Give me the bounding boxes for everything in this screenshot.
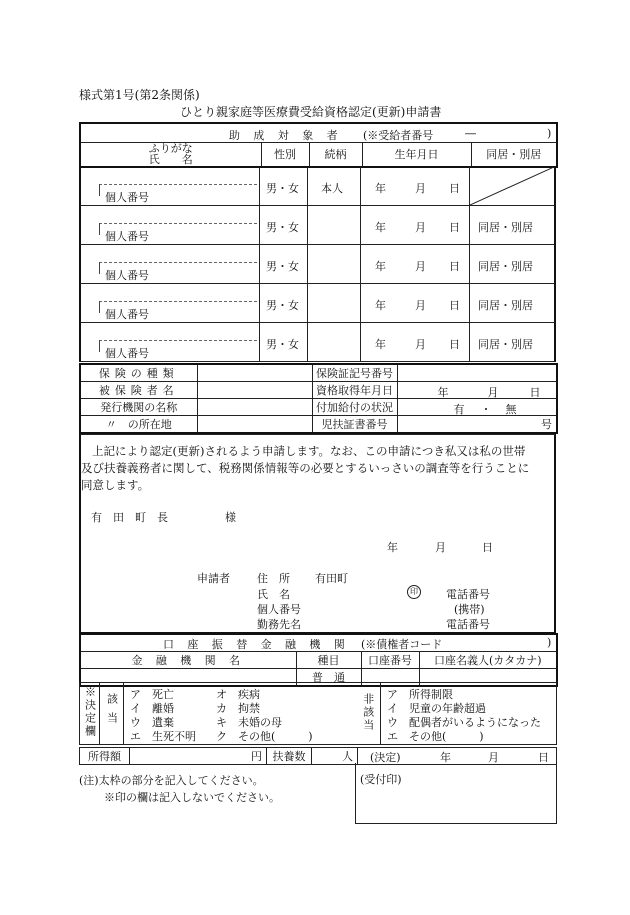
card-no-value[interactable] bbox=[397, 364, 557, 382]
acct-no-label: 口座番号 bbox=[361, 651, 419, 668]
birth-month: 月 bbox=[415, 299, 426, 312]
furigana-separator bbox=[99, 340, 257, 341]
child-card-label: 児扶証書番号 bbox=[312, 416, 397, 434]
subject-table bbox=[79, 122, 558, 168]
personal-no-label: 個人番号 bbox=[105, 269, 149, 282]
personal-no-bracket bbox=[99, 340, 100, 352]
personal-no-bracket bbox=[99, 223, 100, 235]
card-no-label: 保険証記号番号 bbox=[312, 364, 397, 382]
higaitou-item[interactable]: ウ 配偶者がいるようになった bbox=[387, 716, 541, 729]
birth-month: 月 bbox=[415, 221, 426, 234]
col-sex: 性別 bbox=[261, 142, 309, 167]
insurance-kind-value[interactable] bbox=[197, 364, 312, 382]
decl-month: 月 bbox=[435, 541, 446, 554]
declaration-line1: 上記により認定(更新)されるよう申請します。なお、この申請につき私又は私の世帯 bbox=[92, 444, 526, 458]
personal-no-label: 個人番号 bbox=[105, 347, 149, 360]
sex-value[interactable]: 男・女 bbox=[266, 260, 299, 273]
seal-mark: 印 bbox=[407, 585, 421, 599]
higaitou-cell bbox=[356, 683, 381, 745]
gaitou-item[interactable]: エ 生死不明 bbox=[130, 730, 196, 743]
receipt-stamp-box bbox=[355, 763, 557, 824]
higaitou-item[interactable]: イ 児童の年齢超過 bbox=[387, 702, 486, 715]
sex-value[interactable]: 男・女 bbox=[266, 299, 299, 312]
personal-no-bracket bbox=[99, 301, 100, 313]
form-number: 様式第1号(第2条関係) bbox=[79, 88, 200, 102]
person-row bbox=[79, 167, 556, 206]
note-1: (注)太枠の部分を記入してください。 bbox=[79, 774, 264, 787]
extra-yes[interactable]: 有 bbox=[453, 403, 465, 416]
furigana-separator bbox=[99, 301, 257, 302]
gaitou-item[interactable]: ウ 遺棄 bbox=[130, 716, 174, 729]
gaitou-cell bbox=[100, 683, 124, 745]
birth-month: 月 bbox=[415, 182, 426, 195]
personal-no-label: 個人番号 bbox=[105, 230, 149, 243]
creditor-code-close: ) bbox=[547, 636, 552, 649]
acq-month: 月 bbox=[487, 386, 499, 399]
extra-dot: ・ bbox=[480, 403, 492, 416]
gaitou-items bbox=[124, 683, 356, 745]
kind-label: 種目 bbox=[296, 651, 361, 668]
decided-label: (決定) bbox=[370, 751, 401, 764]
town-value: 有田町 bbox=[315, 572, 348, 585]
insured-name-label: 被保険者名 bbox=[80, 382, 197, 399]
gaitou-item[interactable]: キ 未婚の母 bbox=[216, 716, 282, 729]
sex-value[interactable]: 男・女 bbox=[266, 338, 299, 351]
person-row bbox=[79, 245, 556, 284]
furigana-separator bbox=[99, 184, 257, 185]
bank-header: 口 座 振 替 金 融 機 関 bbox=[163, 638, 350, 651]
gaitou-item[interactable]: オ 疾病 bbox=[216, 688, 260, 701]
decided-cell bbox=[358, 748, 557, 765]
birth-year: 年 bbox=[375, 182, 386, 195]
form-title: ひとり親家庭等医療費受給資格認定(更新)申請書 bbox=[180, 105, 442, 119]
gaitou-item[interactable]: カ 拘禁 bbox=[216, 702, 260, 715]
bank-table bbox=[79, 633, 558, 687]
gaitou-item[interactable]: イ 離婚 bbox=[130, 702, 174, 715]
cohab-value[interactable]: 同居・別居 bbox=[478, 299, 533, 312]
recipient-no-label: (※受給者番号 bbox=[363, 129, 434, 142]
person-row bbox=[79, 323, 556, 362]
decided-month: 月 bbox=[488, 751, 499, 764]
creditor-code-label: (※債権者コード bbox=[361, 638, 443, 651]
bank-header-row bbox=[80, 634, 557, 651]
dependents-label: 扶養数 bbox=[267, 748, 312, 765]
birth-year: 年 bbox=[375, 338, 386, 351]
birth-day: 日 bbox=[449, 299, 460, 312]
birth-year: 年 bbox=[375, 299, 386, 312]
declaration-line3: 同意します。 bbox=[81, 478, 150, 492]
tel2-label: 電話番号 bbox=[446, 618, 490, 631]
birth-year: 年 bbox=[375, 221, 386, 234]
addr-label: 住 所 bbox=[257, 572, 290, 585]
cohab-value[interactable]: 同居・別居 bbox=[478, 338, 533, 351]
personal-no-bracket bbox=[99, 184, 100, 196]
insured-name-value[interactable] bbox=[197, 382, 312, 399]
higaitou-label: 非該当 bbox=[361, 692, 375, 732]
recipient-no-close: ) bbox=[547, 127, 552, 140]
extra-benefit-value[interactable] bbox=[397, 399, 557, 416]
higaitou-item[interactable]: ア 所得制限 bbox=[387, 688, 453, 701]
birth-year: 年 bbox=[375, 260, 386, 273]
issuer-name-value[interactable] bbox=[197, 399, 312, 416]
insurance-kind-label: 保険の種類 bbox=[80, 364, 197, 382]
gaitou-item[interactable]: ア 死亡 bbox=[130, 688, 174, 701]
birth-month: 月 bbox=[415, 338, 426, 351]
inst-name-label: 金 融 機 関 名 bbox=[80, 651, 296, 668]
furigana-separator bbox=[99, 262, 257, 263]
col-relation: 続柄 bbox=[309, 142, 362, 167]
subject-header: 助 成 対 象 者 bbox=[229, 129, 343, 142]
gaitou-item[interactable]: ク その他( ) bbox=[216, 730, 313, 743]
tel1-label: 電話番号 bbox=[446, 588, 490, 601]
birth-day: 日 bbox=[449, 260, 460, 273]
decided-day: 日 bbox=[538, 751, 549, 764]
personal-no-label: 個人番号 bbox=[105, 191, 149, 204]
income-label: 所得額 bbox=[80, 748, 130, 765]
higaitou-item[interactable]: エ その他( ) bbox=[387, 730, 484, 743]
cohab-value[interactable]: 同居・別居 bbox=[478, 260, 533, 273]
acq-day: 日 bbox=[529, 386, 541, 399]
furigana-separator bbox=[99, 223, 257, 224]
issuer-addr-label: 〃 の所在地 bbox=[80, 416, 197, 434]
receipt-label: (受付印) bbox=[360, 773, 402, 786]
sex-value[interactable]: 男・女 bbox=[266, 182, 299, 195]
extra-benefit-label: 付加給付の状況 bbox=[312, 399, 397, 416]
issuer-addr-value[interactable] bbox=[197, 416, 312, 434]
income-value[interactable]: 円 bbox=[130, 748, 267, 765]
col-name-header bbox=[80, 142, 261, 167]
name-label: 氏 名 bbox=[257, 588, 290, 601]
issuer-name-label: 発行機関の名称 bbox=[80, 399, 197, 416]
applicant-label: 申請者 bbox=[197, 572, 230, 585]
dependents-value[interactable]: 人 bbox=[312, 748, 358, 765]
col-furigana: ふりがな bbox=[148, 142, 193, 156]
decision-table bbox=[79, 682, 557, 745]
decided-year: 年 bbox=[440, 751, 451, 764]
birth-day: 日 bbox=[449, 338, 460, 351]
note-2: ※印の欄は記入しないでください。 bbox=[104, 791, 280, 804]
extra-no[interactable]: 無 bbox=[505, 403, 517, 416]
birth-day: 日 bbox=[449, 221, 460, 234]
acq-date-label: 資格取得年月日 bbox=[312, 382, 397, 399]
cohab-value[interactable]: 同居・別居 bbox=[478, 221, 533, 234]
declaration-line2: 及び扶養義務者に関して、税務関係情報等の必要とするいっさいの調査等を行うことに bbox=[81, 461, 530, 475]
insurance-table bbox=[79, 363, 558, 434]
mayor-sama: 様 bbox=[225, 511, 236, 524]
cohab-diagonal bbox=[470, 167, 554, 205]
sex-value[interactable]: 男・女 bbox=[266, 221, 299, 234]
subject-header-row bbox=[80, 123, 557, 142]
acq-date-value[interactable] bbox=[397, 382, 557, 399]
personal-no-label: 個人番号 bbox=[105, 308, 149, 321]
gaitou-label: 該当 bbox=[105, 693, 119, 731]
recipient-no-dash: ― bbox=[465, 127, 476, 140]
person-row bbox=[79, 284, 556, 323]
decision-label: ※決定欄 bbox=[83, 686, 97, 738]
person-row bbox=[79, 206, 556, 245]
col-name: 氏 名 bbox=[148, 153, 193, 167]
kind-value[interactable]: 普 通 bbox=[296, 668, 361, 686]
decision-label-cell bbox=[80, 683, 100, 745]
declaration-box bbox=[79, 434, 556, 634]
relation-self: 本人 bbox=[321, 182, 343, 195]
birth-month: 月 bbox=[415, 260, 426, 273]
acct-holder-label: 口座名義人(カタカナ) bbox=[419, 651, 557, 668]
decl-day: 日 bbox=[482, 541, 493, 554]
birth-day: 日 bbox=[449, 182, 460, 195]
col-cohab: 同居・別居 bbox=[471, 142, 557, 167]
pno-label: 個人番号 bbox=[257, 603, 301, 616]
mayor-label: 有 田 町 長 bbox=[91, 511, 168, 524]
child-card-value[interactable]: 号 bbox=[397, 416, 557, 434]
higaitou-items bbox=[381, 683, 557, 745]
personal-no-bracket bbox=[99, 262, 100, 274]
col-birth: 生年月日 bbox=[362, 142, 471, 167]
work-label: 勤務先名 bbox=[257, 618, 301, 631]
mobile-label: (携帯) bbox=[454, 603, 485, 616]
acq-year: 年 bbox=[437, 386, 449, 399]
decl-year: 年 bbox=[387, 541, 398, 554]
